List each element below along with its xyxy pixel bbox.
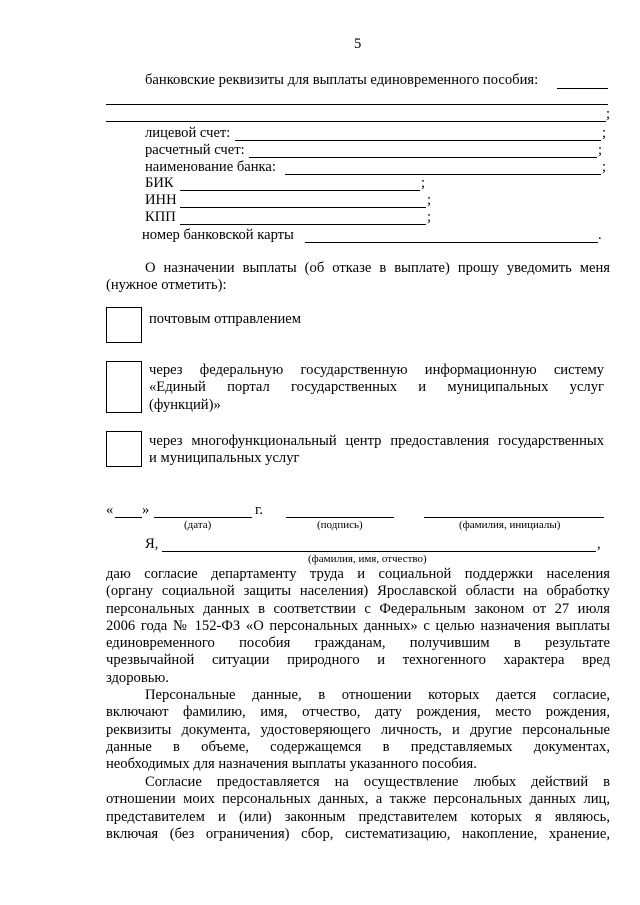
consent-paragraph-1 (106, 566, 610, 687)
mfc-option-label (149, 433, 604, 468)
consent-ya: Я, (145, 536, 159, 552)
consent-line: даю согласие департаменту труда и социальной поддержки населения (106, 566, 610, 582)
consent-line: 2006 года № 152-ФЗ «О персональных данных» с целью назначения выплаты (106, 617, 610, 634)
portal-option-label (149, 362, 604, 414)
semicolon: ; (421, 175, 426, 191)
account-label: лицевой счет: (145, 125, 231, 141)
postal-option-label: почтовым отправлением (149, 311, 301, 327)
inn-label: ИНН (145, 192, 177, 208)
consent-line: (органу социальной защиты населения) Ярославской области на обработку (106, 583, 610, 600)
bank-name-label: наименование банка: (145, 159, 276, 175)
notify-line: О назначении выплаты (об отказе в выплате) прошу уведомить меня (145, 260, 610, 276)
consent-line: персональных данных в соответствии с Федеральным законом от 27 июля (106, 600, 610, 617)
semicolon: ; (427, 209, 432, 225)
consent-line: Персональные данные, в отношении которых дается согласие, (145, 687, 610, 703)
bank-card-label: номер банковской карты (142, 227, 294, 243)
full-name-field[interactable] (162, 551, 596, 552)
bank-details-field-1[interactable] (557, 88, 608, 89)
comma: , (597, 536, 601, 552)
option-line: «Единый портал государственных и муниципальных услуг (149, 379, 604, 396)
consent-line: чрезвычайной ситуации природного и техногенного характера вред (106, 652, 610, 669)
name-initials-label: (фамилия, инициалы) (459, 519, 561, 531)
consent-paragraph-2 (106, 687, 610, 773)
consent-line: включая (без ограничения) сбор, систематизацию, накопление, хранение, (106, 825, 610, 842)
inn-field[interactable] (180, 207, 426, 208)
option-line: и муниципальных услуг (149, 450, 300, 467)
month-year-field[interactable] (154, 517, 252, 518)
day-field[interactable] (115, 517, 142, 518)
bik-label: БИК (145, 175, 174, 191)
postal-checkbox[interactable] (106, 307, 142, 343)
consent-line: необходимых для назначения выплаты указанного пособия. (106, 756, 477, 773)
quote-close: » (142, 502, 150, 518)
notify-line: (нужное отметить): (106, 277, 227, 294)
portal-checkbox[interactable] (106, 361, 142, 413)
settlement-account-label: расчетный счет: (145, 142, 245, 158)
notify-paragraph (106, 260, 610, 295)
quote-open: « (106, 502, 114, 518)
kpp-field[interactable] (180, 224, 426, 225)
bik-field[interactable] (180, 190, 420, 191)
consent-line: отношении моих персональных данных, а также персональных данных лиц, (106, 791, 610, 808)
option-line: через многофункциональный центр предоставления государственных (149, 433, 604, 449)
kpp-label: КПП (145, 209, 176, 225)
consent-line: данные в объеме, содержащемся в представляемых документах, (106, 738, 610, 755)
signature-field[interactable] (286, 517, 394, 518)
page-number: 5 (354, 36, 362, 52)
consent-line: представителем и (или) законным представителем которых я являюсь, (106, 808, 610, 825)
consent-line: единовременного пособия гражданам, получившим в результате (106, 635, 610, 652)
consent-line: здоровью. (106, 669, 169, 686)
signature-label: (подпись) (317, 519, 363, 531)
mfc-checkbox[interactable] (106, 431, 142, 467)
account-field[interactable] (235, 140, 601, 141)
consent-line: Согласие предоставляется на осуществление любых действий в (145, 774, 610, 790)
consent-paragraph-3 (106, 774, 610, 843)
date-label: (дата) (184, 519, 212, 531)
option-line: через федеральную государственную информационную систему (149, 362, 604, 378)
bank-details-field-3[interactable] (106, 121, 606, 122)
settlement-account-field[interactable] (249, 157, 597, 158)
bank-details-heading: банковские реквизиты для выплаты единовременного пособия: (145, 72, 539, 88)
name-initials-field[interactable] (424, 517, 604, 518)
consent-line: включают фамилию, имя, отчество, дату рождения, место рождения, (106, 704, 610, 721)
semicolon: ; (427, 192, 432, 208)
year-suffix: г. (255, 502, 263, 518)
semicolon: ; (602, 159, 607, 175)
period: . (598, 227, 602, 243)
consent-line: реквизиты документа, удостоверяющего личность, и другие персональные (106, 721, 610, 738)
bank-card-field[interactable] (305, 242, 598, 243)
semicolon: ; (598, 142, 603, 158)
semicolon: ; (602, 125, 607, 141)
bank-name-field[interactable] (285, 174, 601, 175)
option-line: (функций)» (149, 396, 221, 413)
bank-details-field-2[interactable] (106, 104, 608, 105)
semicolon: ; (606, 106, 611, 122)
full-name-label: (фамилия, имя, отчество) (308, 553, 427, 565)
